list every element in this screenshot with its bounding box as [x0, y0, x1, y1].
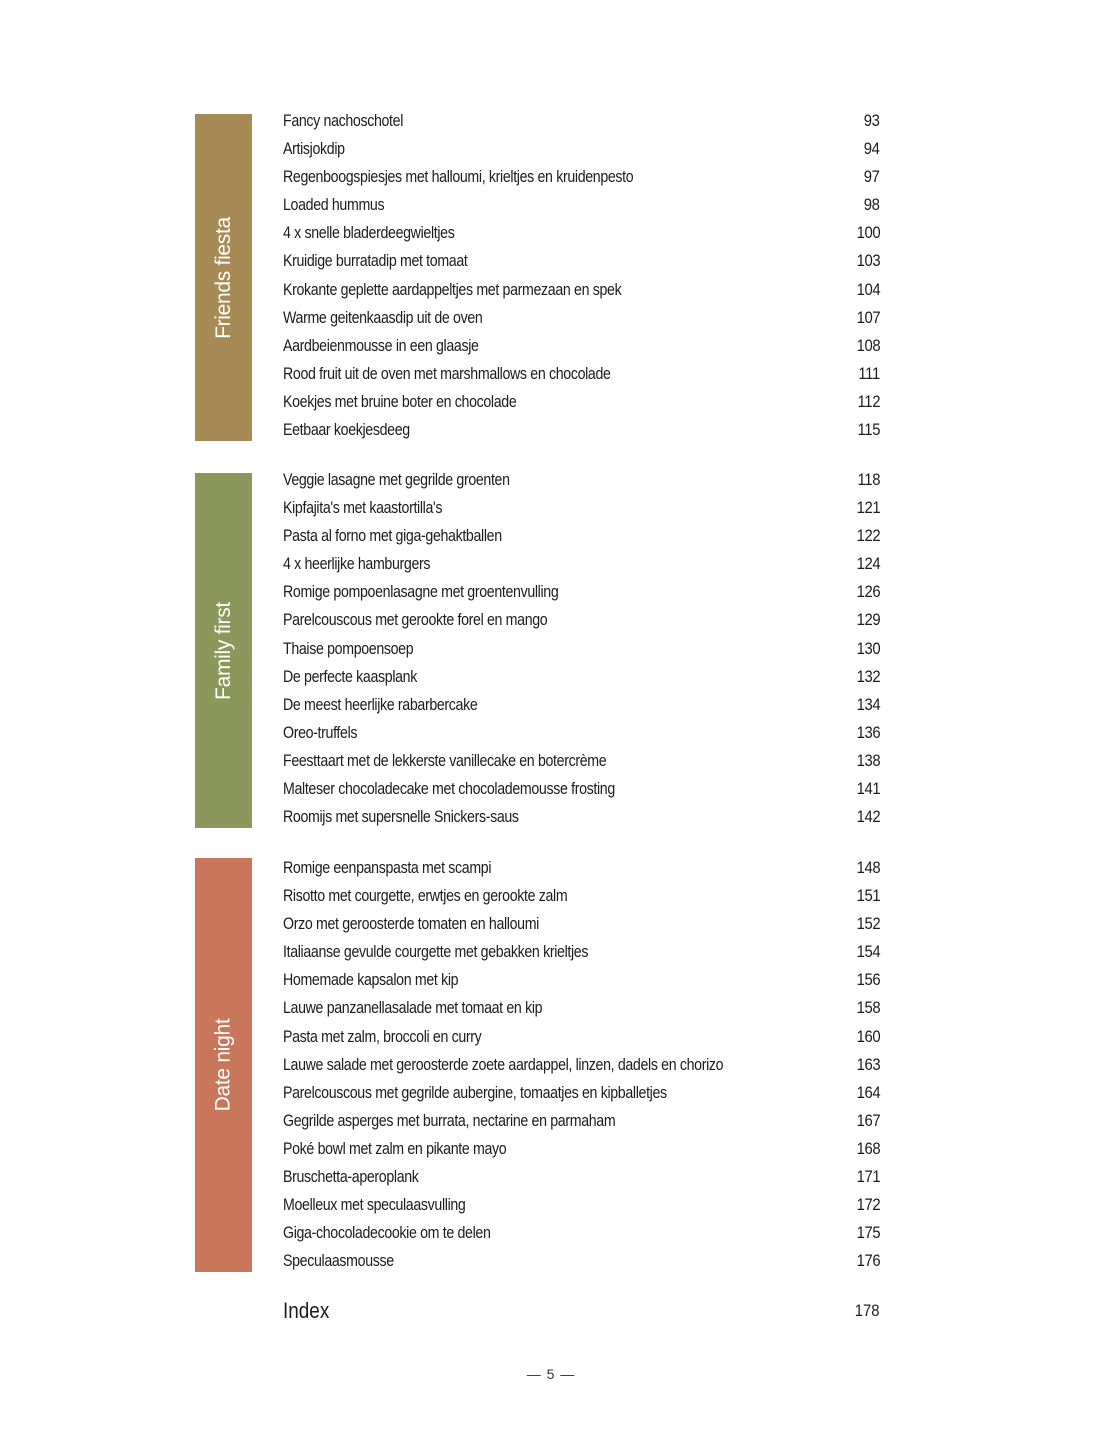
- toc-entry-page-number: 152: [856, 915, 880, 934]
- toc-entry-page-number: 104: [856, 280, 880, 299]
- toc-entry-title: Rood fruit uit de oven met marshmallows en chocolade: [283, 364, 611, 383]
- toc-entry-title: Kruidige burratadip met tomaat: [283, 252, 468, 271]
- toc-entry-page-number: 112: [857, 392, 880, 411]
- toc-entry-title: Artisjokdip: [283, 140, 345, 159]
- section-tab: [195, 114, 252, 441]
- toc-entry[interactable]: [283, 247, 883, 275]
- toc-entry[interactable]: [283, 276, 883, 304]
- toc-entry-title: Lauwe panzanellasalade met tomaat en kip: [283, 999, 543, 1018]
- toc-entry[interactable]: [283, 416, 883, 444]
- toc-entry-page-number: 132: [856, 667, 880, 686]
- toc-entry-page-number: 129: [856, 611, 880, 630]
- toc-entry[interactable]: [283, 135, 883, 163]
- section-tab-label: Date night: [211, 1018, 235, 1112]
- toc-entry-title: Homemade kapsalon met kip: [283, 971, 459, 990]
- toc-entry[interactable]: [283, 332, 883, 360]
- toc-entry-page-number: 167: [856, 1111, 880, 1130]
- toc-entry-title: Loaded hummus: [283, 196, 385, 215]
- toc-entry-page-number: 115: [857, 421, 880, 440]
- toc-entry-list: [283, 107, 883, 444]
- toc-entry[interactable]: [283, 1107, 883, 1135]
- toc-entry-page-number: 168: [856, 1139, 880, 1158]
- toc-entry-page-number: 151: [856, 887, 880, 906]
- toc-entry-title: Pasta met zalm, broccoli en curry: [283, 1027, 482, 1046]
- index-page-number: 178: [855, 1302, 880, 1320]
- toc-entry[interactable]: [283, 1219, 883, 1247]
- toc-entry[interactable]: [283, 1051, 883, 1079]
- toc-entry-page-number: 158: [856, 999, 880, 1018]
- toc-entry-title: De perfecte kaasplank: [283, 667, 417, 686]
- toc-entry-page-number: 122: [856, 527, 880, 546]
- toc-entry-title: Veggie lasagne met gegrilde groenten: [283, 471, 510, 489]
- toc-entry-title: Gegrilde asperges met burrata, nectarine en parmaham: [283, 1111, 616, 1130]
- toc-entry-page-number: 163: [856, 1055, 880, 1074]
- toc-entry-list: [283, 854, 883, 1275]
- toc-entry-title: Romige pompoenlasagne met groentenvulling: [283, 583, 559, 602]
- toc-entry-title: Bruschetta-aperoplank: [283, 1168, 419, 1187]
- toc-entry-page-number: 171: [856, 1168, 880, 1187]
- toc-entry-title: Parelcouscous met gerookte forel en mango: [283, 611, 548, 630]
- toc-entry-page-number: 121: [856, 499, 880, 518]
- toc-entry[interactable]: [283, 747, 883, 775]
- toc-entry-page-number: 93: [864, 112, 880, 130]
- toc-entry[interactable]: [283, 163, 883, 191]
- toc-entry-page-number: 134: [856, 695, 880, 714]
- toc-entry[interactable]: [283, 1023, 883, 1051]
- toc-entry-page-number: 141: [856, 780, 880, 799]
- toc-entry-title: Feesttaart met de lekkerste vanillecake en botercrème: [283, 751, 607, 770]
- toc-entry-page-number: 124: [856, 555, 880, 574]
- toc-entry-title: Fancy nachoschotel: [283, 112, 404, 130]
- toc-entry[interactable]: [283, 1247, 883, 1275]
- toc-entry-page-number: 100: [856, 224, 880, 243]
- toc-entry-page-number: 103: [856, 252, 880, 271]
- toc-entry-page-number: 126: [856, 583, 880, 602]
- toc-entry-page-number: 164: [856, 1083, 880, 1102]
- toc-entry[interactable]: [283, 691, 883, 719]
- toc-entry-title: Eetbaar koekjesdeeg: [283, 421, 410, 440]
- toc-entry-title: Speculaasmousse: [283, 1252, 394, 1271]
- toc-entry-title: Giga-chocoladecookie om te delen: [283, 1224, 491, 1243]
- toc-entry-title: Koekjes met bruine boter en chocolade: [283, 392, 517, 411]
- toc-entry-page-number: 94: [864, 140, 880, 159]
- toc-entry[interactable]: [283, 219, 883, 247]
- toc-entry-title: Pasta al forno met giga-gehaktballen: [283, 527, 502, 546]
- toc-entry-page-number: 136: [856, 723, 880, 742]
- toc-entry[interactable]: [283, 994, 883, 1022]
- toc-entry[interactable]: [283, 1135, 883, 1163]
- toc-entry-page-number: 160: [856, 1027, 880, 1046]
- toc-entry[interactable]: [283, 938, 883, 966]
- index-title: Index: [283, 1298, 330, 1323]
- toc-entry-title: Parelcouscous met gegrilde aubergine, tomaatjes en kipballetjes: [283, 1083, 667, 1102]
- toc-entry-page-number: 156: [856, 971, 880, 990]
- toc-entry[interactable]: [283, 606, 883, 634]
- toc-entry-page-number: 175: [856, 1224, 880, 1243]
- toc-entry-title: Regenboogspiesjes met halloumi, krieltjes en kruidenpesto: [283, 168, 634, 187]
- index-entry[interactable]: [283, 1294, 883, 1328]
- toc-entry-page-number: 111: [858, 364, 880, 383]
- toc-entry-title: Aardbeienmousse in een glaasje: [283, 336, 479, 355]
- toc-entry-page-number: 118: [857, 471, 880, 489]
- toc-entry-page-number: 108: [856, 336, 880, 355]
- toc-entry[interactable]: [283, 522, 883, 550]
- toc-entry[interactable]: [283, 304, 883, 332]
- toc-entry[interactable]: [283, 882, 883, 910]
- toc-entry[interactable]: [283, 578, 883, 606]
- toc-entry[interactable]: [283, 775, 883, 803]
- toc-entry-title: Romige eenpanspasta met scampi: [283, 859, 492, 877]
- toc-entry-page-number: 97: [864, 168, 880, 187]
- toc-entry[interactable]: [283, 910, 883, 938]
- toc-entry[interactable]: [283, 388, 883, 416]
- toc-entry[interactable]: [283, 1079, 883, 1107]
- toc-entry-title: Orzo met geroosterde tomaten en halloumi: [283, 915, 539, 934]
- toc-entry[interactable]: [283, 854, 883, 882]
- section-tab-label: Friends fiesta: [211, 216, 235, 339]
- toc-entry-title: Moelleux met speculaasvulling: [283, 1196, 466, 1215]
- toc-entry[interactable]: [283, 494, 883, 522]
- section-tab: [195, 473, 252, 828]
- toc-entry-page-number: 142: [856, 808, 880, 827]
- toc-entry-title: Italiaanse gevulde courgette met gebakken krieltjes: [283, 943, 589, 962]
- toc-entry[interactable]: [283, 107, 883, 135]
- toc-entry-page-number: 148: [856, 859, 880, 877]
- toc-entry[interactable]: [283, 719, 883, 747]
- toc-entry-title: Oreo-truffels: [283, 723, 358, 742]
- toc-entry-page-number: 130: [856, 639, 880, 658]
- toc-entry[interactable]: [283, 635, 883, 663]
- toc-entry[interactable]: [283, 663, 883, 691]
- toc-entry-page-number: 172: [856, 1196, 880, 1215]
- toc-entry-title: Krokante geplette aardappeltjes met parmezaan en spek: [283, 280, 622, 299]
- toc-entry-title: Poké bowl met zalm en pikante mayo: [283, 1139, 507, 1158]
- toc-entry[interactable]: [283, 360, 883, 388]
- toc-entry-title: Lauwe salade met geroosterde zoete aardappel, linzen, dadels en chorizo: [283, 1055, 724, 1074]
- section-tab-label: Family first: [211, 601, 235, 700]
- section-tab: [195, 858, 252, 1272]
- toc-entry[interactable]: [283, 466, 883, 494]
- toc-entry-title: 4 x snelle bladerdeegwieltjes: [283, 224, 455, 243]
- toc-entry-page-number: 98: [864, 196, 880, 215]
- toc-entry-title: De meest heerlijke rabarbercake: [283, 695, 478, 714]
- toc-entry[interactable]: [283, 803, 883, 831]
- toc-entry-list: [283, 466, 883, 831]
- toc-entry-title: Roomijs met supersnelle Snickers-saus: [283, 808, 519, 827]
- toc-entry[interactable]: [283, 966, 883, 994]
- toc-entry-title: Thaise pompoensoep: [283, 639, 414, 658]
- toc-entry-page-number: 154: [856, 943, 880, 962]
- toc-entry-title: Warme geitenkaasdip uit de oven: [283, 308, 483, 327]
- page-number-folio: — 5 —: [526, 1366, 576, 1382]
- toc-entry-title: Risotto met courgette, erwtjes en gerookte zalm: [283, 887, 568, 906]
- toc-entry-page-number: 176: [856, 1252, 880, 1271]
- toc-entry[interactable]: [283, 191, 883, 219]
- toc-entry-page-number: 107: [856, 308, 880, 327]
- toc-entry[interactable]: [283, 1163, 883, 1191]
- toc-entry[interactable]: [283, 1191, 883, 1219]
- toc-entry-title: Malteser chocoladecake met chocolademousse frosting: [283, 780, 615, 799]
- toc-entry-title: Kipfajita's met kaastortilla's: [283, 499, 443, 518]
- toc-entry[interactable]: [283, 550, 883, 578]
- toc-entry-page-number: 138: [856, 751, 880, 770]
- toc-entry-title: 4 x heerlijke hamburgers: [283, 555, 431, 574]
